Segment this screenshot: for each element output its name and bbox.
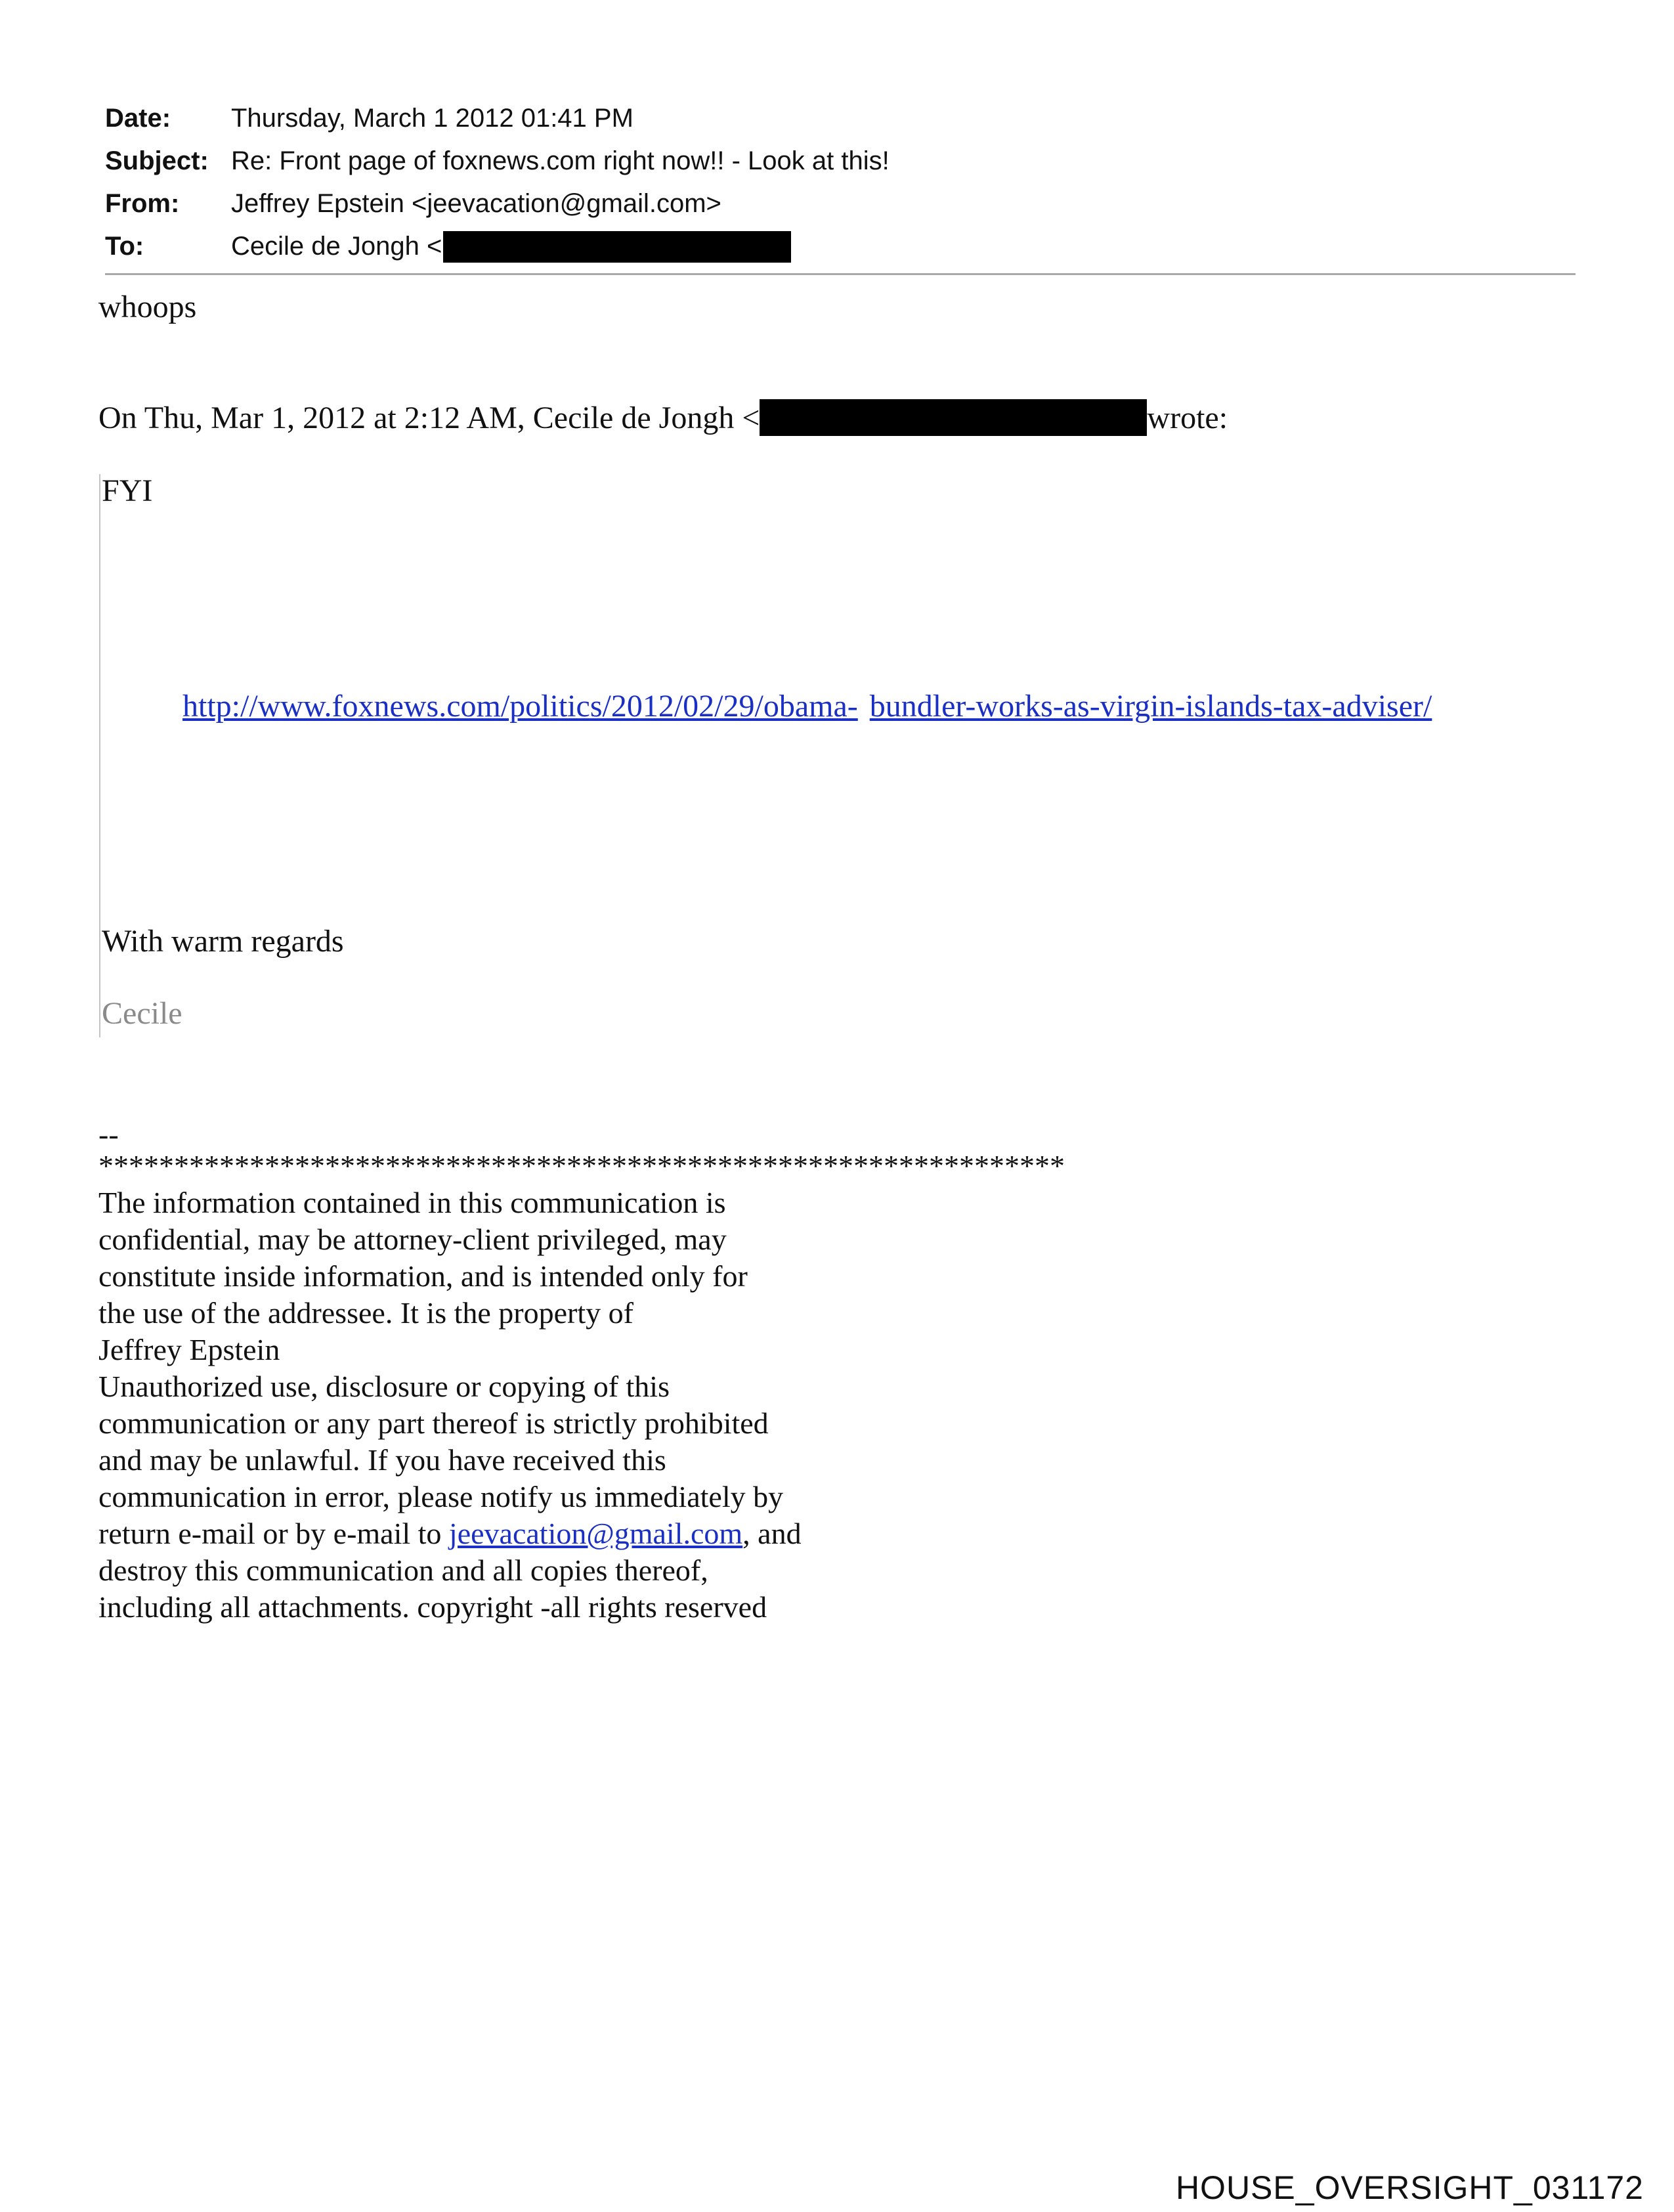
from-value: Jeffrey Epstein <jeevacation@gmail.com> [231, 189, 721, 218]
disclaimer-line: The information contained in this communication is [98, 1186, 726, 1219]
quoted-closing: With warm regards [102, 924, 344, 959]
subject-row [105, 140, 1576, 183]
email-header [105, 97, 1576, 268]
disclaimer-line: and may be unlawful. If you have received this [98, 1443, 666, 1477]
signature-stars: **************************************************************** [98, 1149, 1065, 1182]
disclaimer-line: confidential, may be attorney-client privileged, may [98, 1223, 727, 1256]
bates-number: HOUSE_OVERSIGHT_031172 [1175, 2169, 1644, 2206]
quote-intro: On Thu, Mar 1, 2012 at 2:12 AM, Cecile de Jongh < [98, 400, 760, 435]
date-value: Thursday, March 1 2012 01:41 PM [231, 104, 633, 133]
disclaimer-line: including all attachments. copyright -all rights reserved [98, 1590, 767, 1624]
reply-text: whoops [98, 290, 197, 324]
quote-redaction [760, 399, 1147, 436]
quote-intro-line [98, 399, 1228, 436]
to-label: To: [105, 232, 144, 261]
disclaimer-line: the use of the addressee. It is the property of [98, 1296, 633, 1330]
from-label: From: [105, 189, 180, 218]
quoted-fyi: FYI [102, 473, 153, 508]
disclaimer-line: communication or any part thereof is strictly prohibited [98, 1406, 769, 1440]
header-divider [105, 273, 1576, 275]
news-link [182, 688, 1432, 724]
return-suffix: , and [742, 1517, 802, 1550]
return-prefix: return e-mail or by e-mail to [98, 1517, 449, 1550]
news-link-part2[interactable]: bundler-works-as-virgin-islands-tax-adviser/ [869, 689, 1432, 724]
disclaimer-return-line [98, 1515, 1065, 1552]
signature-dashes: -- [98, 1117, 119, 1151]
to-redaction [443, 231, 791, 263]
quote-bar [99, 474, 100, 1037]
disclaimer-line: constitute inside information, and is intended only for [98, 1259, 748, 1293]
disclaimer-line: destroy this communication and all copies thereof, [98, 1553, 708, 1587]
date-row [105, 97, 1576, 140]
to-value-wrap [231, 231, 791, 263]
date-label: Date: [105, 104, 171, 133]
disclaimer-line: Jeffrey Epstein [98, 1333, 280, 1366]
subject-label: Subject: [105, 146, 209, 175]
subject-value: Re: Front page of foxnews.com right now!! - Look at this! [231, 146, 890, 175]
to-row [105, 225, 1576, 268]
quote-intro-end: wrote: [1147, 400, 1228, 435]
from-row [105, 183, 1576, 225]
return-email-link[interactable]: jeevacation@gmail.com [448, 1517, 743, 1550]
quoted-signature: Cecile [102, 996, 182, 1031]
news-link-part1[interactable]: http://www.foxnews.com/politics/2012/02/29/obama- [182, 689, 858, 724]
to-value: Cecile de Jongh < [231, 232, 442, 261]
disclaimer-line: communication in error, please notify us immediately by [98, 1480, 784, 1513]
disclaimer [98, 1116, 1065, 1626]
disclaimer-line: Unauthorized use, disclosure or copying of this [98, 1370, 670, 1403]
